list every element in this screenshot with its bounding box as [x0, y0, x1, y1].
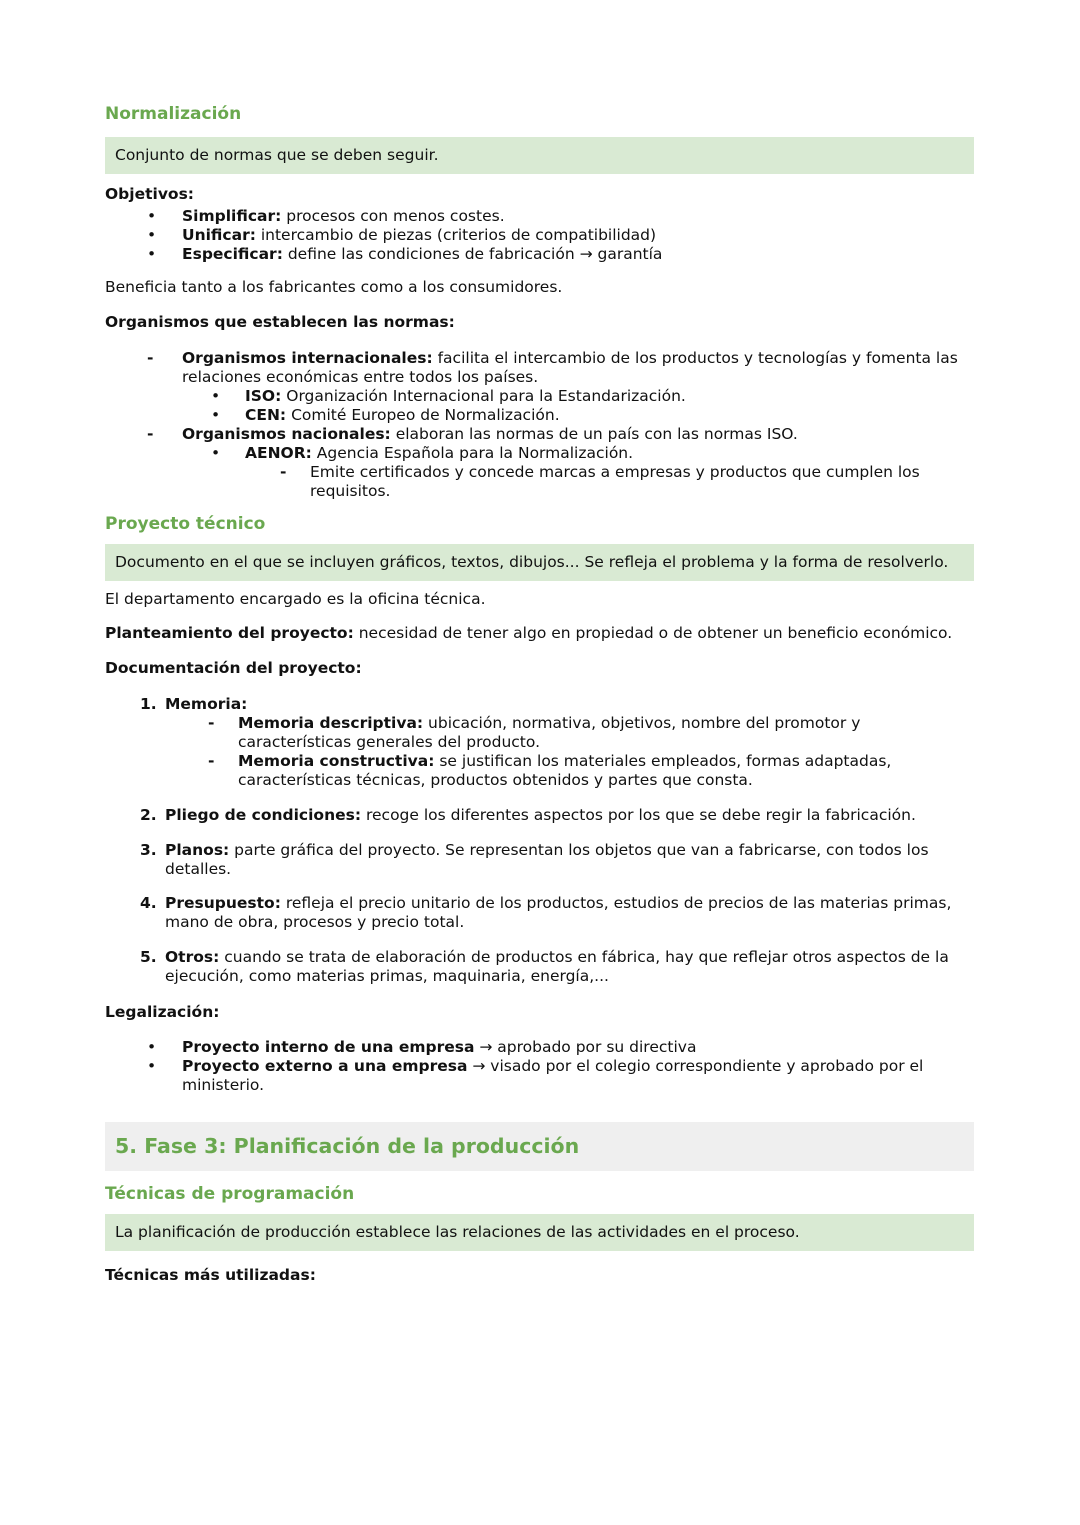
- list-item: [147, 1057, 974, 1095]
- list-item-text: [182, 1038, 974, 1057]
- term-desc: Organización Internacional para la Estandarización.: [281, 387, 686, 405]
- term-bold: Organismos internacionales:: [182, 349, 433, 367]
- list-item-text: [182, 349, 974, 387]
- dash-icon: -: [147, 425, 154, 443]
- section-heading-tecnicas: Técnicas de programación: [105, 1184, 355, 1204]
- term-desc: se justifican los materiales empleados, formas adaptadas, características técnicas, productos obtenidos y partes que consta.: [238, 752, 892, 789]
- bullet-icon: •: [147, 207, 157, 225]
- term-bold: Memoria descriptiva:: [238, 714, 424, 732]
- term-bold: Planos:: [165, 841, 230, 859]
- term-bold: ISO:: [245, 387, 282, 405]
- list-item-text: [182, 425, 974, 444]
- term-bold: Organismos nacionales:: [182, 425, 391, 443]
- numbered-item-memoria: [105, 695, 974, 790]
- bullet-icon: •: [147, 226, 157, 244]
- organismos-list: [105, 349, 974, 501]
- objetivos-label: Objetivos:: [105, 185, 194, 203]
- term-bold: Memoria:: [165, 695, 248, 713]
- dash-icon: -: [280, 463, 287, 481]
- definition-text: Documento en el que se incluyen gráficos, textos, dibujos... Se refleja el problema y la forma de resolverlo.: [115, 553, 949, 571]
- list-item: [211, 444, 974, 463]
- bullet-icon: •: [211, 387, 221, 405]
- list-item-text: [238, 714, 974, 752]
- list-item-text: [182, 1057, 974, 1095]
- bullet-icon: •: [147, 245, 157, 263]
- number-label: 1.: [140, 695, 157, 713]
- term-bold: AENOR:: [245, 444, 312, 462]
- term-desc: recoge los diferentes aspectos por los que se debe regir la fabricación.: [361, 806, 916, 824]
- list-item: [280, 463, 974, 501]
- fase3-heading-box: [105, 1122, 974, 1171]
- documentacion-list: [105, 695, 974, 986]
- list-item: [208, 714, 974, 752]
- term-bold: Planteamiento del proyecto:: [105, 624, 354, 642]
- definition-text: La planificación de producción establece las relaciones de las actividades en el proceso.: [115, 1223, 800, 1241]
- list-item-text: [238, 752, 974, 790]
- list-item-text: [165, 894, 974, 932]
- list-item: [140, 695, 974, 714]
- dash-icon: -: [147, 349, 154, 367]
- definition-text: Conjunto de normas que se deben seguir.: [115, 146, 439, 164]
- objetivos-list: [105, 207, 974, 264]
- bullet-icon: •: [211, 444, 221, 462]
- section-heading-proyecto-tecnico: Proyecto técnico: [105, 514, 266, 534]
- list-item-text: [182, 245, 974, 264]
- list-item-text: Emite certificados y concede marcas a empresas y productos que cumplen los requisitos.: [310, 463, 920, 500]
- list-item: [147, 226, 974, 245]
- planteamiento-paragraph: [105, 624, 974, 643]
- definition-box-normalizacion: [105, 137, 974, 174]
- term-bold: Memoria constructiva:: [238, 752, 435, 770]
- dash-icon: -: [208, 752, 215, 770]
- section-heading-normalizacion: Normalización: [105, 104, 242, 124]
- numbered-item-pliego: [140, 806, 974, 825]
- term-desc: refleja el precio unitario de los productos, estudios de precios de las materias primas, mano de obra, procesos y precio total.: [165, 894, 952, 931]
- list-item-text: [245, 406, 974, 425]
- beneficia-paragraph: Beneficia tanto a los fabricantes como a los consumidores.: [105, 278, 563, 296]
- list-item-text: [165, 948, 974, 986]
- documentacion-label: Documentación del proyecto:: [105, 659, 362, 677]
- list-item: [211, 406, 974, 425]
- term-desc: Comité Europeo de Normalización.: [286, 406, 560, 424]
- term-desc: parte gráfica del proyecto. Se representan los objetos que van a fabricarse, con todos los detalles.: [165, 841, 929, 878]
- list-item-text: [165, 806, 974, 825]
- list-item: [147, 207, 974, 226]
- legalizacion-label: Legalización:: [105, 1003, 220, 1021]
- fase3-heading: 5. Fase 3: Planificación de la producción: [115, 1134, 580, 1158]
- term-desc: elaboran las normas de un país con las normas ISO.: [390, 425, 798, 443]
- bullet-icon: •: [147, 1057, 157, 1075]
- definition-box-planificacion: [105, 1214, 974, 1251]
- list-item: [147, 349, 974, 387]
- list-item-text: [182, 226, 974, 245]
- term-desc: procesos con menos costes.: [281, 207, 505, 225]
- term-bold: Unificar:: [182, 226, 256, 244]
- legalizacion-list: [105, 1038, 974, 1095]
- term-desc: intercambio de piezas (criterios de compatibilidad): [255, 226, 657, 244]
- term-bold: Pliego de condiciones:: [165, 806, 362, 824]
- bullet-icon: •: [147, 1038, 157, 1056]
- list-item: [147, 425, 974, 444]
- term-desc: ubicación, normativa, objetivos, nombre del promotor y características generales del producto.: [238, 714, 861, 751]
- numbered-item-presupuesto: [140, 894, 974, 932]
- number-label: 2.: [140, 806, 157, 824]
- departamento-paragraph: El departamento encargado es la oficina técnica.: [105, 590, 486, 608]
- list-item-text: [245, 387, 974, 406]
- term-bold: Proyecto interno de una empresa: [182, 1038, 475, 1056]
- term-desc: → visado por el colegio correspondiente y aprobado por el ministerio.: [182, 1057, 924, 1094]
- term-bold: Otros:: [165, 948, 220, 966]
- list-item: [211, 387, 974, 406]
- dash-icon: -: [208, 714, 215, 732]
- list-item-text: [165, 841, 974, 879]
- term-desc: define las condiciones de fabricación → garantía: [282, 245, 663, 263]
- term-desc: facilita el intercambio de los productos y tecnologías y fomenta las relaciones económicas entre todos los países.: [182, 349, 958, 386]
- number-label: 3.: [140, 841, 157, 859]
- term-desc: Agencia Española para la Normalización.: [311, 444, 634, 462]
- term-desc: necesidad de tener algo en propiedad o de obtener un beneficio económico.: [353, 624, 953, 642]
- list-item-text: [245, 444, 974, 463]
- list-item: [147, 245, 974, 264]
- number-label: 4.: [140, 894, 157, 912]
- term-desc: cuando se trata de elaboración de productos en fábrica, hay que reflejar otros aspectos de la ejecución, como materias primas, maquinaria, energía,...: [165, 948, 949, 985]
- number-label: 5.: [140, 948, 157, 966]
- bullet-icon: •: [211, 406, 221, 424]
- definition-box-proyecto: [105, 544, 974, 581]
- list-item-text: [182, 207, 974, 226]
- list-item: [208, 752, 974, 790]
- tecnicas-label: Técnicas más utilizadas:: [105, 1266, 316, 1284]
- term-bold: Especificar:: [182, 245, 283, 263]
- numbered-item-planos: [140, 841, 974, 879]
- term-bold: Presupuesto:: [165, 894, 281, 912]
- term-bold: CEN:: [245, 406, 287, 424]
- organismos-label: Organismos que establecen las normas:: [105, 313, 455, 331]
- numbered-item-otros: [140, 948, 974, 986]
- term-bold: Simplificar:: [182, 207, 282, 225]
- term-desc: → aprobado por su directiva: [474, 1038, 697, 1056]
- list-item: [147, 1038, 974, 1057]
- list-item-text: [165, 695, 974, 714]
- term-bold: Proyecto externo a una empresa: [182, 1057, 468, 1075]
